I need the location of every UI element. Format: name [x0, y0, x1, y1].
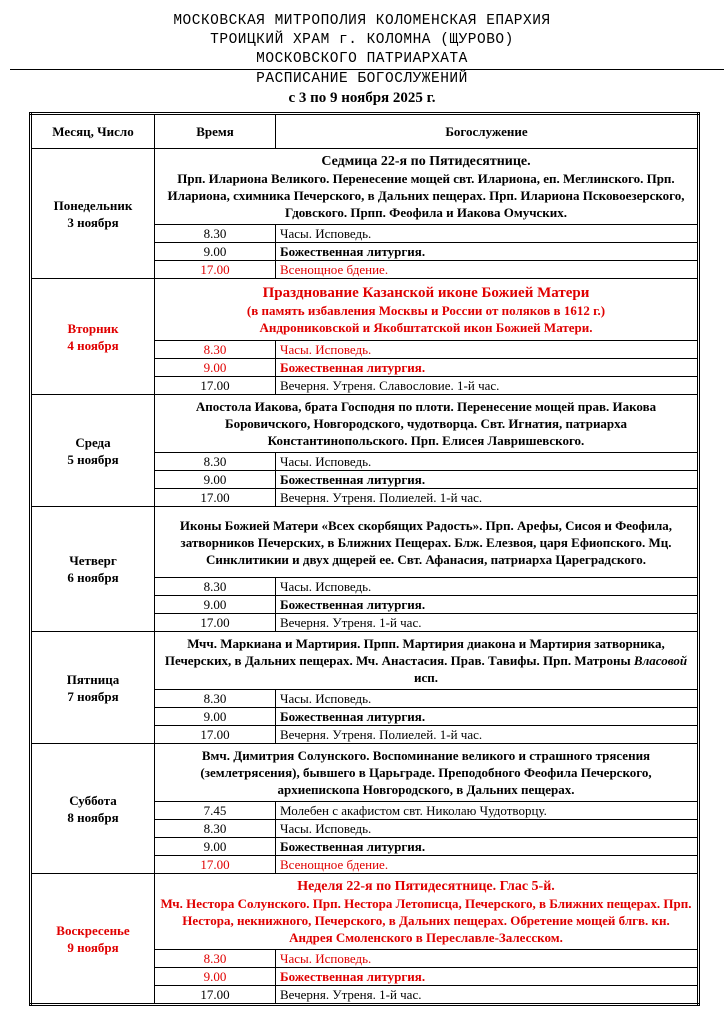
service-name: Часы. Исповедь.: [276, 690, 699, 708]
service-time: 9.00: [155, 471, 276, 489]
feast-desc: Апостола Иакова, брата Господня по плоти. Перенесение мощей прав. Иакова Боровичского, Новгородского, чудотворца. Свт. Игнатия, патриарха Константинопольского. Прп. Елисея Лавришевского.: [195, 399, 657, 448]
service-name: Божественная литургия.: [276, 359, 699, 377]
service-name: Часы. Исповедь.: [276, 453, 699, 471]
feast-cell: [155, 395, 699, 453]
service-name: Часы. Исповедь.: [276, 950, 699, 968]
table-row: [31, 744, 699, 802]
feast-desc: Вмч. Димитрия Солунского. Воспоминание великого и страшного трясения (землетрясения), бывшего в Царьграде. Преподобного Феофила Печерского, архиепископа Новгородского, в Дальних пещерах.: [200, 748, 652, 797]
weekday: Понедельник: [53, 197, 133, 213]
schedule-table: [29, 112, 700, 1006]
feast-cell: [155, 279, 699, 341]
weekday: Суббота: [69, 792, 117, 808]
col-service-header: Богослужение: [276, 114, 699, 149]
feast-title: Празднование Казанской иконе Божией Матери: [262, 284, 590, 301]
feast-cell: [155, 149, 699, 225]
service-name: Божественная литургия.: [276, 708, 699, 726]
service-name: Часы. Исповедь.: [276, 578, 699, 596]
service-time: 8.30: [155, 453, 276, 471]
feast-desc-end: исп.: [413, 670, 438, 685]
schedule-dates: с 3 по 9 ноября 2025 г.: [288, 90, 436, 106]
table-row: [31, 632, 699, 690]
service-time: 9.00: [155, 359, 276, 377]
weekday: Пятница: [66, 671, 120, 687]
service-name: Божественная литургия.: [276, 471, 699, 489]
service-time: 17.00: [155, 986, 276, 1005]
table-row: [31, 874, 699, 950]
col-day-header: Месяц, Число: [31, 114, 155, 149]
date: 3 ноября: [67, 214, 119, 230]
day-cell: [31, 632, 155, 744]
service-time: 17.00: [155, 377, 276, 395]
service-time: 8.30: [155, 341, 276, 359]
service-name: Часы. Исповедь.: [276, 341, 699, 359]
service-time: 17.00: [155, 856, 276, 874]
service-time: 17.00: [155, 726, 276, 744]
service-name: Часы. Исповедь.: [276, 225, 699, 243]
weekday: Четверг: [69, 553, 117, 568]
date: 7 ноября: [67, 688, 119, 704]
day-cell: [31, 279, 155, 395]
table-header-row: [31, 114, 699, 149]
header-patriarchate: МОСКОВСКОГО ПАТРИАРХАТА: [256, 51, 468, 67]
feast-cell: [155, 744, 699, 802]
table-row: [31, 507, 699, 578]
weekday: Вторник: [67, 320, 119, 336]
feast-title: Седмица 22-я по Пятидесятнице.: [321, 154, 531, 169]
col-time-header: Время: [155, 114, 276, 149]
service-name: Божественная литургия.: [276, 596, 699, 614]
service-time: 17.00: [155, 261, 276, 279]
feast-subtitle: (в память избавления Москвы и России от поляков в 1612 г.): [246, 302, 606, 318]
service-time: 9.00: [155, 243, 276, 261]
feast-desc: Мчч. Маркиана и Мартирия. Прпп. Мартирия диакона и Мартирия затворника, Печерских, в Дальних пещерах. Мч. Анастасия. Прав. Тавифы. Прп. Матроны: [164, 636, 665, 668]
service-time: 8.30: [155, 690, 276, 708]
service-time: 9.00: [155, 708, 276, 726]
service-time: 9.00: [155, 968, 276, 986]
date: 4 ноября: [67, 337, 119, 353]
service-time: 8.30: [155, 225, 276, 243]
service-time: 17.00: [155, 489, 276, 507]
service-name: Вечерня. Утреня. Полиелей. 1-й час.: [276, 726, 699, 744]
feast-desc: Иконы Божией Матери «Всех скорбящих Радость». Прп. Арефы, Сисоя и Феофила, затворников Печерских, в Ближних Пещерах. Блж. Елезвоя, царя Ефиопского. Мц. Синклитикии и двух дщерей ее. Свт. Афанасия, патриарха Цареградского.: [179, 517, 673, 567]
day-cell: [31, 874, 155, 1005]
date: 9 ноября: [67, 939, 119, 955]
feast-cell: [155, 632, 699, 690]
service-time: 9.00: [155, 838, 276, 856]
service-time: 8.30: [155, 578, 276, 596]
schedule-title: РАСПИСАНИЕ БОГОСЛУЖЕНИЙ: [256, 71, 468, 87]
day-cell: [31, 149, 155, 279]
feast-desc-italic: Власовой: [633, 653, 688, 668]
date: 5 ноября: [67, 451, 119, 467]
service-name: Часы. Исповедь.: [276, 820, 699, 838]
service-name: Вечерня. Утреня. Славословие. 1-й час.: [276, 377, 699, 395]
feast-title: Неделя 22-я по Пятидесятнице. Глас 5-й.: [297, 879, 555, 894]
table-row: [31, 279, 699, 341]
service-name: Молебен с акафистом свт. Николаю Чудотворцу.: [276, 802, 699, 820]
feast-cell: [155, 874, 699, 950]
service-name: Вечерня. Утреня. Полиелей. 1-й час.: [276, 489, 699, 507]
service-time: 9.00: [155, 596, 276, 614]
service-name: Божественная литургия.: [276, 243, 699, 261]
weekday: Воскресенье: [56, 922, 130, 938]
table-row: [31, 149, 699, 225]
weekday: Среда: [75, 434, 111, 450]
day-cell: [31, 507, 155, 632]
service-name: Всенощное бдение.: [276, 261, 699, 279]
service-time: 17.00: [155, 614, 276, 632]
date: 6 ноября: [67, 570, 119, 585]
day-cell: [31, 744, 155, 874]
service-name: Божественная литургия.: [276, 838, 699, 856]
feast-cell: [155, 507, 699, 578]
service-name: Божественная литургия.: [276, 968, 699, 986]
service-time: 8.30: [155, 820, 276, 838]
table-row: [31, 395, 699, 453]
service-name: Вечерня. Утреня. 1-й час.: [276, 614, 699, 632]
service-time: 7.45: [155, 802, 276, 820]
header-church: ТРОИЦКИЙ ХРАМ г. КОЛОМНА (ЩУРОВО): [210, 32, 514, 48]
feast-desc: Андрониковской и Якобштатской икон Божией Матери.: [259, 319, 593, 335]
service-name: Вечерня. Утреня. 1-й час.: [276, 986, 699, 1005]
feast-desc: Прп. Илариона Великого. Перенесение мощей свт. Илариона, еп. Меглинского. Прп. Илариона, схимника Печерского, в Дальних пещерах. Прп. Илариона Псковоезерского, Гдовского. Прпп. Феофила и Иакова Омучских.: [167, 171, 685, 220]
header-diocese: МОСКОВСКАЯ МИТРОПОЛИЯ КОЛОМЕНСКАЯ ЕПАРХИЯ: [173, 13, 551, 29]
service-time: 8.30: [155, 950, 276, 968]
date: 8 ноября: [67, 809, 119, 825]
service-name: Всенощное бдение.: [276, 856, 699, 874]
feast-desc: Мч. Нестора Солунского. Прп. Нестора Летописца, Печерского, в Ближних пещерах. Прп. Нестора, некнижного, Печерского, в Дальних пещерах. Обретение мощей блгв. кн. Андрея Смоленского в Переславле-Залесском.: [160, 896, 692, 945]
day-cell: [31, 395, 155, 507]
